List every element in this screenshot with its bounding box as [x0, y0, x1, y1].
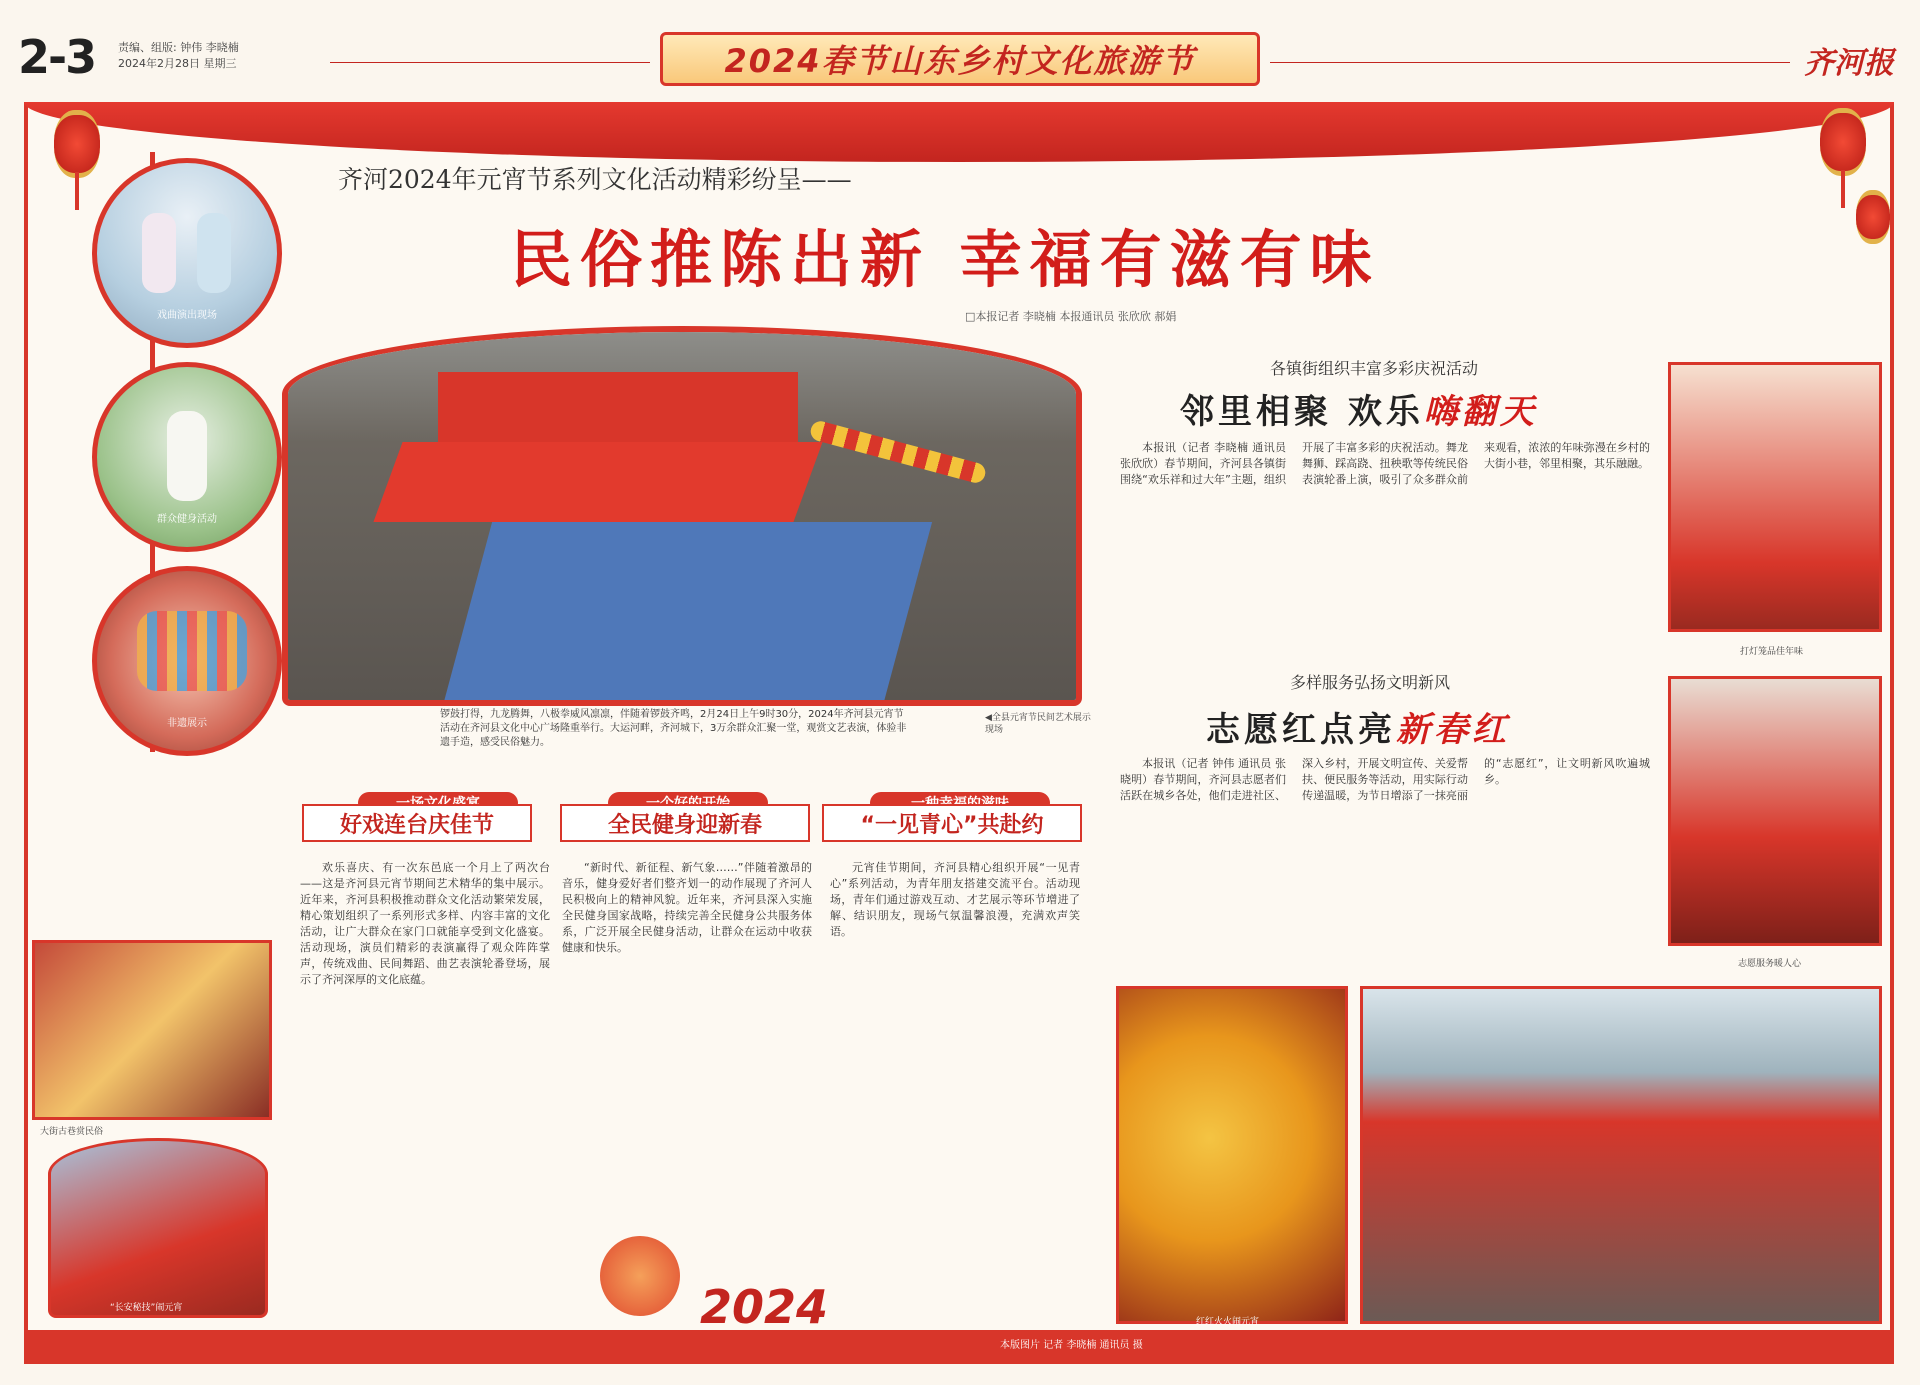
header-date: 2024年2月28日 星期三 — [118, 57, 237, 70]
lantern-tassel-left — [75, 172, 79, 210]
section-title-2: 全民健身迎新春 — [560, 804, 810, 842]
footer-credit: 本版图片 记者 李晓楠 通讯员 摄 — [1000, 1340, 1143, 1351]
header-rule-right — [1270, 62, 1790, 63]
opera-performer-1 — [142, 213, 176, 293]
lantern-left — [54, 110, 100, 178]
circle-caption-1: 戏曲演出现场 — [157, 310, 217, 321]
banner — [660, 32, 1260, 86]
column-text-4 — [1120, 440, 1650, 640]
main-photo-caption: 锣鼓打得，九龙腾舞，八极拳威风凛凛，伴随着锣鼓齐鸣，2月24日上午9时30分，2024年齐河县元宵节活动在齐河县文化中心广场隆重举行。大运河畔，齐河城下，3万余群众汇聚一堂，观赏文艺表演，体验非遗手造，感受民俗魅力。 — [440, 709, 907, 748]
column-text-1 — [300, 860, 550, 1320]
left-photo-top-caption: 大街古巷赏民俗 — [40, 1127, 104, 1137]
stage-platform — [373, 442, 822, 522]
circle-caption-3: 非遗展示 — [167, 718, 207, 729]
section-title-3: “一见青心”共赴约 — [822, 804, 1082, 842]
right-section-2-sub: 多样服务弘扬文明新风 — [1290, 673, 1451, 692]
taichi-performer — [167, 411, 207, 501]
page-number: 2-3 — [18, 30, 96, 84]
bottom-band — [24, 1330, 1894, 1364]
header-meta — [118, 40, 239, 72]
right-photo-kids-caption: 打灯笼品佳年味 — [1740, 647, 1804, 657]
banner-title: 2024春节山东乡村文化旅游节 — [724, 42, 1196, 80]
right-section-1-title-plain: 邻里相聚 欢乐 — [1180, 392, 1424, 432]
left-photo-bottom-caption: “长安秘技”闹元宵 — [110, 1303, 183, 1313]
header-editor: 责编、组版: 钟伟 李晓楠 — [118, 41, 239, 54]
left-photo-top — [32, 940, 272, 1120]
column-text-2 — [562, 860, 812, 1260]
section-title-1: 好戏连台庆佳节 — [302, 804, 532, 842]
right-section-1-title-red: 嗨翻天 — [1423, 392, 1538, 432]
main-photo — [282, 326, 1082, 706]
year-mark: 2024 — [700, 1280, 829, 1334]
column-text-3 — [830, 860, 1080, 1320]
sugar-figures — [137, 611, 247, 691]
article-headline: 民俗推陈出新 幸福有滋有味 — [510, 223, 1380, 296]
right-section-2-title — [1206, 702, 1510, 751]
column-text-2-body: “新时代、新征程、新气象……”伴随着激昂的音乐，健身爱好者们整齐划一的动作展现了齐河人民积极向上的精神风貌。近年来，齐河县深入实施全民健身国家战略，持续完善全民健身公共服务体系，广泛开展全民健身活动，让群众在运动中收获健康和快乐。 — [562, 861, 812, 954]
article-byline: □本报记者 李晓楠 本报通讯员 张欣欣 郝娟 — [965, 310, 1177, 323]
right-section-1-sub: 各镇街组织丰富多彩庆祝活动 — [1270, 359, 1479, 378]
bottom-photo-crowd — [1360, 986, 1882, 1324]
opera-performer-2 — [197, 213, 231, 293]
lantern-right-2 — [1856, 190, 1890, 244]
blue-plaza — [444, 522, 932, 702]
column-text-5 — [1120, 756, 1650, 956]
circle-photo-fitness — [92, 362, 282, 552]
lantern-right-1 — [1820, 108, 1866, 176]
right-photo-volunteer-caption: 志愿服务暖人心 — [1738, 959, 1802, 969]
left-photo-bottom — [48, 1138, 268, 1318]
column-text-1-body: 欢乐喜庆、有一次东邑底一个月上了两次台——这是齐河县元宵节期间艺术精华的集中展示。近年来，齐河县积极推动群众文化活动繁荣发展，精心策划组织了一系列形式多样、内容丰富的文化活动，让广大群众在家门口就能享受到文化盛宴。活动现场，演员们精彩的表演赢得了观众阵阵掌声，传统戏曲、民间舞蹈、曲艺表演轮番登场，展示了齐河深厚的文化底蕴。 — [300, 861, 550, 986]
masthead: 齐河报 — [1804, 46, 1894, 81]
right-section-2-title-plain: 志愿红点亮 — [1206, 710, 1396, 750]
article-kicker: 齐河2024年元宵节系列文化活动精彩纷呈—— — [338, 165, 852, 194]
circle-caption-2: 群众健身活动 — [157, 514, 217, 525]
bottom-photo-lantern-caption: 红红火火闹元宵 — [1196, 1317, 1260, 1327]
bottom-photo-lantern-child — [1116, 986, 1348, 1324]
circle-photo-heritage — [92, 566, 282, 756]
column-text-5-body: 本报讯（记者 钟伟 通讯员 张晓明）春节期间，齐河县志愿者们活跃在城乡各处，他们走进社区、深入乡村，开展文明宣传、关爱帮扶、便民服务等活动，用实际行动传递温暖，为节日增添了一抹亮丽的“志愿红”，让文明新风吹遍城乡。 — [1120, 757, 1650, 802]
column-text-3-body: 元宵佳节期间，齐河县精心组织开展“一见青心”系列活动，为青年朋友搭建交流平台。活动现场，青年们通过游戏互动、才艺展示等环节增进了解、结识朋友，现场气氛温馨浪漫，充满欢声笑语。 — [830, 861, 1080, 938]
dragon-mascot-icon — [600, 1236, 680, 1316]
circle-photo-opera — [92, 158, 282, 348]
right-photo-volunteer — [1668, 676, 1882, 946]
right-section-1-title — [1180, 384, 1538, 433]
stage-screen — [438, 372, 798, 442]
right-section-2-title-red: 新春红 — [1396, 710, 1510, 750]
column-text-4-body: 本报讯（记者 李晓楠 通讯员 张欣欣）春节期间，齐河县各镇街围绕“欢乐祥和过大年”主题，组织开展了丰富多彩的庆祝活动。舞龙舞狮、踩高跷、扭秧歌等传统民俗表演轮番上演，吸引了众多群众前来观看，浓浓的年味弥漫在乡村的大街小巷，邻里相聚，其乐融融。 — [1120, 441, 1650, 486]
main-photo-side-note: ◀全县元宵节民间艺术展示现场 — [985, 713, 1091, 735]
right-photo-kids — [1668, 362, 1882, 632]
lantern-tassel-right-1 — [1841, 170, 1845, 208]
header-rule-left — [330, 62, 650, 63]
